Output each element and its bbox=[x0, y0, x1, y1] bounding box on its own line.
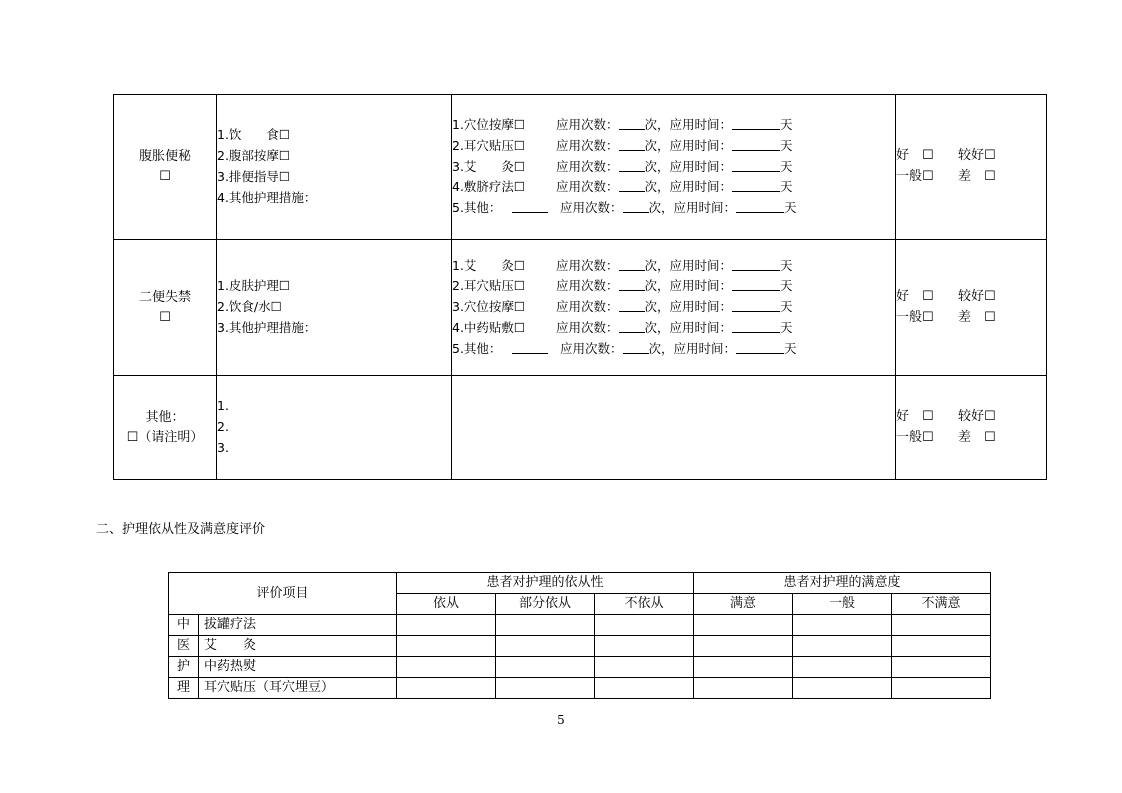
count-unit: 次，应用时间： bbox=[644, 137, 733, 153]
count-unit: 次，应用时间： bbox=[644, 158, 733, 174]
symptom-line[interactable]: ☐ bbox=[159, 169, 171, 184]
evaluation-option[interactable]: 一般☐ bbox=[896, 169, 934, 184]
method-name[interactable]: 1.艾 灸☐ bbox=[452, 257, 526, 273]
count-blank[interactable] bbox=[619, 177, 645, 192]
method-item bbox=[452, 256, 895, 277]
section-heading: 二、护理依从性及满意度评价 bbox=[96, 522, 266, 537]
measures-cell bbox=[217, 240, 452, 376]
rating-cell[interactable] bbox=[694, 636, 793, 657]
methods-cell bbox=[452, 240, 896, 376]
other-method-blank[interactable] bbox=[512, 339, 548, 354]
subheader-5: 不满意 bbox=[892, 594, 991, 615]
time-blank[interactable] bbox=[736, 339, 784, 354]
count-label: 应用次数： bbox=[556, 319, 619, 335]
evaluation-cell bbox=[896, 240, 1047, 376]
method-name[interactable]: 5.其他： bbox=[452, 200, 502, 216]
time-blank[interactable] bbox=[732, 318, 780, 333]
measure-item[interactable]: 1.饮 食☐ bbox=[217, 127, 291, 143]
rating-cell[interactable] bbox=[397, 615, 496, 636]
symptom-row bbox=[114, 240, 1047, 376]
count-blank[interactable] bbox=[619, 157, 645, 172]
item-name: 拔罐疗法 bbox=[199, 615, 397, 636]
symptom-cell bbox=[114, 376, 217, 480]
measure-item[interactable]: 2.饮食/水☐ bbox=[217, 299, 282, 315]
symptom-line: 腹胀便秘 bbox=[138, 149, 191, 164]
method-item bbox=[452, 318, 895, 339]
method-item bbox=[452, 157, 895, 178]
time-unit: 天 bbox=[780, 299, 793, 315]
evaluation-line bbox=[896, 287, 1046, 308]
item-name: 艾 灸 bbox=[199, 636, 397, 657]
category-char: 中 bbox=[169, 615, 199, 636]
time-blank[interactable] bbox=[732, 276, 780, 291]
evaluation-line bbox=[896, 428, 1046, 449]
count-label: 应用次数： bbox=[556, 137, 619, 153]
measure-item[interactable]: 2.腹部按摩☐ bbox=[217, 148, 291, 164]
count-label: 应用次数： bbox=[556, 257, 619, 273]
other-method-blank[interactable] bbox=[512, 198, 548, 213]
method-item bbox=[452, 297, 895, 318]
evaluation-cell bbox=[896, 376, 1047, 480]
time-blank[interactable] bbox=[732, 177, 780, 192]
count-unit: 次，应用时间： bbox=[648, 340, 737, 356]
measure-item[interactable]: 1.皮肤护理☐ bbox=[217, 278, 291, 294]
count-label: 应用次数： bbox=[556, 278, 619, 294]
time-blank[interactable] bbox=[732, 136, 780, 151]
count-blank[interactable] bbox=[619, 256, 645, 271]
measure-item[interactable]: 1. bbox=[217, 398, 229, 414]
method-item bbox=[452, 339, 895, 360]
method-name[interactable]: 2.耳穴贴压☐ bbox=[452, 137, 526, 153]
evaluation-option[interactable]: 好 ☐ bbox=[896, 148, 934, 164]
rating-cell[interactable] bbox=[496, 678, 595, 699]
rating-cell[interactable] bbox=[496, 657, 595, 678]
measure-item[interactable]: 3. bbox=[217, 439, 229, 455]
subheader-1: 部分依从 bbox=[496, 594, 595, 615]
count-unit: 次，应用时间： bbox=[644, 179, 733, 195]
symptom-line[interactable]: ☐（请注明） bbox=[126, 429, 204, 445]
measure-item[interactable]: 3.其他护理措施： bbox=[217, 319, 317, 335]
evaluation-line bbox=[896, 146, 1046, 167]
evaluation-option[interactable]: 一般☐ bbox=[896, 309, 934, 325]
time-unit: 天 bbox=[780, 158, 793, 174]
evaluation-cell bbox=[896, 95, 1047, 240]
rating-cell[interactable] bbox=[595, 678, 694, 699]
evaluation-option[interactable]: 好 ☐ bbox=[896, 408, 934, 424]
rating-cell[interactable] bbox=[793, 615, 892, 636]
time-unit: 天 bbox=[780, 278, 793, 294]
evaluation-line bbox=[896, 308, 1046, 329]
rating-cell[interactable] bbox=[694, 657, 793, 678]
time-blank[interactable] bbox=[736, 198, 784, 213]
table-row bbox=[169, 678, 991, 699]
header-satisfaction: 患者对护理的满意度 bbox=[694, 573, 991, 594]
count-blank[interactable] bbox=[623, 198, 649, 213]
evaluation-line bbox=[896, 167, 1046, 188]
method-name[interactable]: 5.其他： bbox=[452, 340, 502, 356]
method-name[interactable]: 2.耳穴贴压☐ bbox=[452, 278, 526, 294]
count-blank[interactable] bbox=[619, 136, 645, 151]
header-compliance: 患者对护理的依从性 bbox=[397, 573, 694, 594]
rating-cell[interactable] bbox=[595, 636, 694, 657]
time-blank[interactable] bbox=[732, 115, 780, 130]
method-item bbox=[452, 276, 895, 297]
count-unit: 次，应用时间： bbox=[644, 278, 733, 294]
rating-cell[interactable] bbox=[793, 678, 892, 699]
symptom-row bbox=[114, 376, 1047, 480]
time-blank[interactable] bbox=[732, 297, 780, 312]
evaluation-option[interactable]: 一般☐ bbox=[896, 429, 934, 445]
symptom-line: 二便失禁 bbox=[138, 289, 191, 305]
item-name: 中药热熨 bbox=[199, 657, 397, 678]
rating-cell[interactable] bbox=[694, 678, 793, 699]
count-label: 应用次数： bbox=[556, 158, 619, 174]
evaluation-option[interactable]: 差 ☐ bbox=[958, 309, 996, 325]
methods-cell bbox=[452, 95, 896, 240]
rating-cell[interactable] bbox=[595, 657, 694, 678]
time-unit: 天 bbox=[784, 340, 797, 356]
time-unit: 天 bbox=[780, 257, 793, 273]
measure-item[interactable]: 2. bbox=[217, 419, 229, 435]
category-char: 护 bbox=[169, 657, 199, 678]
count-blank[interactable] bbox=[623, 339, 649, 354]
evaluation-option[interactable]: 较好☐ bbox=[958, 408, 996, 424]
evaluation-line bbox=[896, 407, 1046, 428]
count-label: 应用次数： bbox=[556, 299, 619, 315]
evaluation-option[interactable]: 较好☐ bbox=[958, 148, 996, 164]
rating-cell[interactable] bbox=[397, 636, 496, 657]
rating-cell[interactable] bbox=[595, 615, 694, 636]
symptom-cell bbox=[114, 95, 217, 240]
method-name[interactable]: 1.穴位按摩☐ bbox=[452, 117, 526, 132]
symptom-nursing-table bbox=[113, 94, 1047, 480]
page-number: 5 bbox=[557, 713, 565, 727]
category-char: 理 bbox=[169, 678, 199, 699]
subheader-3: 满意 bbox=[694, 594, 793, 615]
rating-cell[interactable] bbox=[892, 636, 991, 657]
evaluation-option[interactable]: 差 ☐ bbox=[958, 429, 996, 445]
method-name[interactable]: 3.艾 灸☐ bbox=[452, 158, 526, 174]
measures-cell bbox=[217, 376, 452, 480]
method-item bbox=[452, 177, 895, 198]
rating-cell[interactable] bbox=[496, 615, 595, 636]
count-label: 应用次数： bbox=[560, 200, 623, 216]
rating-cell[interactable] bbox=[793, 636, 892, 657]
count-unit: 次，应用时间： bbox=[644, 299, 733, 315]
measures-cell bbox=[217, 95, 452, 240]
symptom-cell bbox=[114, 240, 217, 376]
time-blank[interactable] bbox=[732, 157, 780, 172]
subheader-2: 不依从 bbox=[595, 594, 694, 615]
rating-cell[interactable] bbox=[892, 678, 991, 699]
count-unit: 次，应用时间： bbox=[644, 117, 733, 132]
rating-cell[interactable] bbox=[397, 678, 496, 699]
compliance-satisfaction-table bbox=[168, 572, 991, 699]
subheader-0: 依从 bbox=[397, 594, 496, 615]
count-blank[interactable] bbox=[619, 318, 645, 333]
count-blank[interactable] bbox=[619, 276, 645, 291]
symptom-line[interactable]: ☐ bbox=[159, 309, 171, 325]
method-name[interactable]: 4.敷脐疗法☐ bbox=[452, 179, 526, 195]
symptom-line: 其他： bbox=[145, 409, 185, 425]
time-unit: 天 bbox=[784, 200, 797, 216]
category-char: 医 bbox=[169, 636, 199, 657]
header-evaluation-item: 评价项目 bbox=[169, 573, 397, 615]
methods-cell bbox=[452, 376, 896, 480]
symptom-row bbox=[114, 95, 1047, 240]
evaluation-option[interactable]: 好 ☐ bbox=[896, 288, 934, 304]
count-label: 应用次数： bbox=[556, 179, 619, 195]
evaluation-option[interactable]: 较好☐ bbox=[958, 288, 996, 304]
measure-item[interactable]: 3.排便指导☐ bbox=[217, 169, 291, 184]
time-blank[interactable] bbox=[732, 256, 780, 271]
rating-cell[interactable] bbox=[496, 636, 595, 657]
rating-cell[interactable] bbox=[397, 657, 496, 678]
count-unit: 次，应用时间： bbox=[644, 319, 733, 335]
subheader-4: 一般 bbox=[793, 594, 892, 615]
count-blank[interactable] bbox=[619, 115, 645, 130]
count-label: 应用次数： bbox=[556, 117, 619, 132]
count-unit: 次，应用时间： bbox=[644, 257, 733, 273]
method-item bbox=[452, 198, 895, 219]
method-item bbox=[452, 115, 895, 136]
time-unit: 天 bbox=[780, 319, 793, 335]
count-unit: 次，应用时间： bbox=[648, 200, 737, 216]
time-unit: 天 bbox=[780, 117, 793, 132]
count-label: 应用次数： bbox=[560, 340, 623, 356]
table-row bbox=[169, 615, 991, 636]
count-blank[interactable] bbox=[619, 297, 645, 312]
method-item bbox=[452, 136, 895, 157]
table-row bbox=[169, 657, 991, 678]
table-row bbox=[169, 636, 991, 657]
rating-cell[interactable] bbox=[892, 615, 991, 636]
measure-item[interactable]: 4.其他护理措施： bbox=[217, 189, 317, 205]
method-name[interactable]: 3.穴位按摩☐ bbox=[452, 299, 526, 315]
time-unit: 天 bbox=[780, 137, 793, 153]
rating-cell[interactable] bbox=[793, 657, 892, 678]
evaluation-option[interactable]: 差 ☐ bbox=[958, 169, 996, 184]
item-name: 耳穴贴压（耳穴埋豆） bbox=[199, 678, 397, 699]
method-name[interactable]: 4.中药贴敷☐ bbox=[452, 319, 526, 335]
rating-cell[interactable] bbox=[892, 657, 991, 678]
rating-cell[interactable] bbox=[694, 615, 793, 636]
time-unit: 天 bbox=[780, 179, 793, 195]
